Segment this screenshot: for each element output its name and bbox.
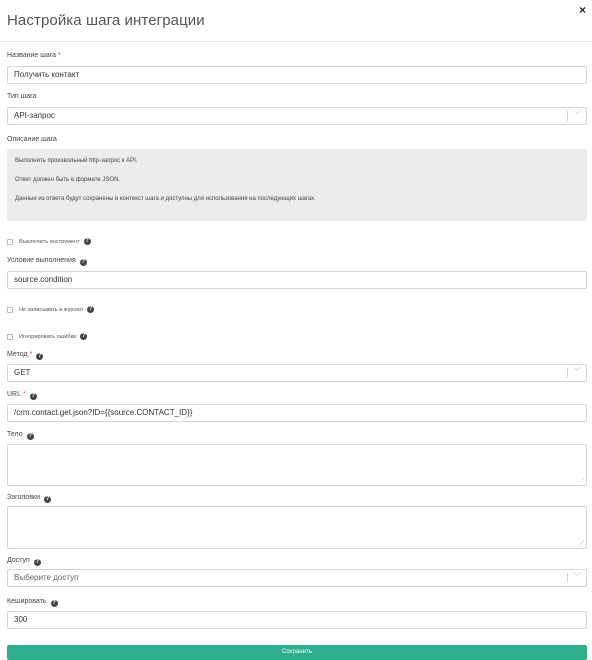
resize-handle-icon[interactable]: ⟋ <box>579 541 584 547</box>
modal-title: Настройка шага интеграции <box>7 12 205 29</box>
required-mark: * <box>58 52 61 59</box>
disable-tool-label: Выключить инструмент <box>19 238 80 245</box>
condition-input[interactable]: source.condition <box>7 271 587 289</box>
help-icon[interactable]: ? <box>35 559 40 565</box>
headers-label: Заголовки ? <box>7 494 50 502</box>
access-placeholder: Выберите доступ <box>14 573 79 582</box>
method-value: GET <box>14 368 31 377</box>
description-line: Ответ должен быть в формате JSON. <box>15 177 121 183</box>
chevron-down-icon[interactable]: ﹀ <box>573 572 581 581</box>
description-line: Выполнить произвольный http-запрос к API. <box>15 158 138 164</box>
access-select[interactable] <box>7 569 587 587</box>
step-type-value: API-запрос <box>14 111 55 120</box>
step-name-label: Название шага * <box>7 52 61 59</box>
help-icon[interactable]: ? <box>37 353 42 359</box>
condition-label: Условие выполнения ? <box>7 257 86 265</box>
description-box <box>7 149 587 221</box>
help-icon[interactable]: ? <box>52 600 56 606</box>
chevron-down-icon[interactable]: ﹀ <box>573 110 581 119</box>
step-type-select[interactable] <box>7 107 587 125</box>
access-label: Доступ ? <box>7 557 40 565</box>
no-log-label: Не записывать в журнал <box>19 306 83 313</box>
no-log-row <box>7 306 94 313</box>
step-type-label: Тип шага <box>7 93 37 100</box>
chevron-down-icon[interactable]: ﹀ <box>573 367 581 376</box>
disable-tool-row <box>7 238 91 245</box>
help-icon[interactable]: ? <box>45 496 50 502</box>
step-name-input[interactable]: Получить контакт <box>7 66 587 84</box>
ignore-errors-label: Игнорировать ошибки <box>19 333 77 340</box>
resize-handle-icon[interactable]: ⟋ <box>579 478 584 484</box>
required-mark: * <box>23 391 26 398</box>
url-label: URL * ? <box>7 391 36 399</box>
help-icon[interactable]: ? <box>88 306 93 312</box>
cache-label: Кешировать ? <box>7 598 56 606</box>
help-icon[interactable]: ? <box>31 393 36 399</box>
cache-input[interactable]: 300 <box>7 611 587 629</box>
select-separator <box>567 111 568 121</box>
ignore-errors-checkbox[interactable] <box>7 334 13 340</box>
save-button[interactable]: Сохранить <box>7 645 587 660</box>
headers-textarea[interactable] <box>7 506 587 549</box>
ignore-errors-row <box>7 333 87 340</box>
method-select[interactable] <box>7 364 587 382</box>
description-label: Описание шага <box>7 136 57 143</box>
method-label: Метод * ? <box>7 351 42 359</box>
disable-tool-checkbox[interactable] <box>7 239 13 245</box>
select-separator <box>567 573 568 583</box>
help-icon[interactable]: ? <box>81 259 86 265</box>
no-log-checkbox[interactable] <box>7 307 13 313</box>
select-separator <box>567 368 568 378</box>
help-icon[interactable]: ? <box>28 433 32 439</box>
modal-header <box>0 0 592 42</box>
body-label: Тело ? <box>7 431 32 439</box>
help-icon[interactable]: ? <box>81 333 86 339</box>
close-button[interactable]: × <box>578 3 586 17</box>
help-icon[interactable]: ? <box>85 238 89 244</box>
url-input[interactable]: /crm.contact.get.json?ID={{source.CONTACT_ID}} <box>7 404 587 422</box>
body-textarea[interactable] <box>7 444 587 486</box>
description-line: Данные из ответа будут сохранены в контекст шага и доступны для использования на последующих шагах <box>15 196 315 202</box>
required-mark: * <box>29 351 33 358</box>
